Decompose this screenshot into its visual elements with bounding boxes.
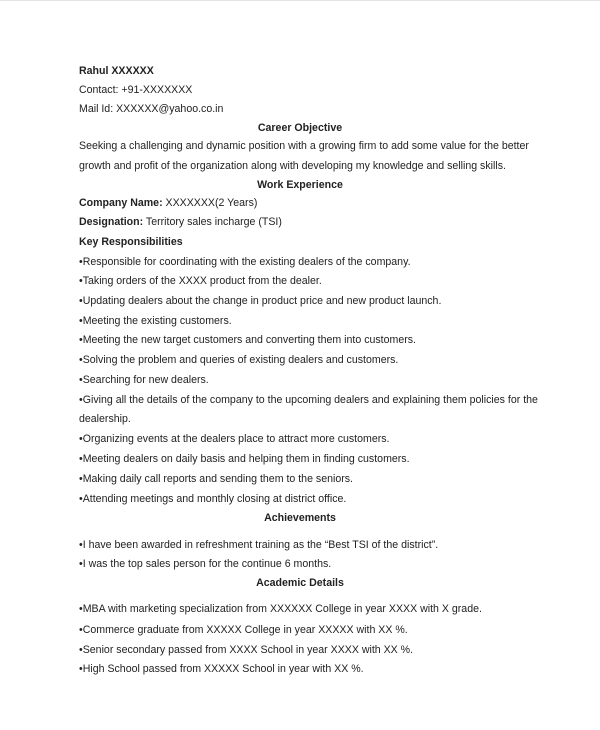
achievement-item	[79, 557, 331, 571]
achievement-text: I have been awarded in refreshment training as the “Best TSI of the district”.	[82, 539, 439, 551]
company-name-value: XXXXXXX(2 Years)	[162, 197, 258, 209]
academic-item	[79, 643, 413, 657]
designation-label: Designation:	[79, 216, 144, 228]
bullet-icon: •	[79, 453, 83, 465]
academic-text: MBA with marketing specialization from XXXXXX College in year XXXX with X grade.	[82, 603, 482, 615]
responsibility-item	[79, 432, 390, 446]
responsibility-text: Attending meetings and monthly closing at district office.	[82, 493, 347, 505]
designation-value: Territory sales incharge (TSI)	[143, 216, 282, 228]
bullet-icon: •	[79, 275, 83, 287]
bullet-icon: •	[79, 558, 83, 570]
responsibility-item	[79, 274, 322, 288]
responsibility-text: Making daily call reports and sending them to the seniors.	[82, 473, 354, 485]
responsibility-text: Giving all the details of the company to the upcoming dealers and explaining them policies for the	[82, 394, 538, 406]
page-top-rule	[0, 0, 600, 1]
responsibility-item	[79, 314, 232, 328]
achievement-item	[79, 538, 438, 552]
bullet-icon: •	[79, 256, 83, 268]
bullet-icon: •	[79, 433, 83, 445]
academic-text: Commerce graduate from XXXXX College in year XXXXX with XX %.	[82, 624, 408, 636]
responsibility-text: Meeting the new target customers and converting them into customers.	[82, 334, 416, 346]
bullet-icon: •	[79, 315, 83, 327]
academic-item	[79, 602, 482, 616]
bullet-icon: •	[79, 473, 83, 485]
academic-item	[79, 623, 408, 637]
bullet-icon: •	[79, 374, 83, 386]
responsibility-item	[79, 294, 441, 308]
bullet-icon: •	[79, 644, 83, 656]
responsibility-text: Solving the problem and queries of existing dealers and customers.	[82, 354, 399, 366]
career-objective-line-1: Seeking a challenging and dynamic position with a growing firm to add some value for the better	[79, 140, 529, 152]
designation-line	[79, 215, 282, 229]
responsibility-item	[79, 333, 416, 347]
responsibility-item	[79, 255, 411, 269]
bullet-icon: •	[79, 624, 83, 636]
responsibility-item	[79, 353, 398, 367]
responsibility-text: Responsible for coordinating with the existing dealers of the company.	[82, 256, 411, 268]
academic-text: Senior secondary passed from XXXX School in year XXXX with XX %.	[82, 644, 414, 656]
responsibility-item	[79, 472, 353, 486]
responsibility-item	[79, 373, 209, 387]
responsibility-text: Updating dealers about the change in product price and new product launch.	[82, 295, 442, 307]
bullet-icon: •	[79, 663, 83, 675]
academic-details-heading: Academic Details	[256, 577, 344, 589]
responsibility-continuation: dealership.	[79, 413, 131, 425]
achievements-heading: Achievements	[264, 512, 336, 524]
candidate-name: Rahul XXXXXX	[79, 65, 154, 77]
responsibility-text: Organizing events at the dealers place to attract more customers.	[82, 433, 390, 445]
bullet-icon: •	[79, 493, 83, 505]
responsibility-text: Taking orders of the XXXX product from the dealer.	[82, 275, 322, 287]
responsibility-text: Meeting the existing customers.	[82, 315, 232, 327]
responsibility-text: Meeting dealers on daily basis and helping them in finding customers.	[82, 453, 410, 465]
bullet-icon: •	[79, 295, 83, 307]
bullet-icon: •	[79, 394, 83, 406]
bullet-icon: •	[79, 354, 83, 366]
bullet-icon: •	[79, 603, 83, 615]
bullet-icon: •	[79, 334, 83, 346]
achievement-text: I was the top sales person for the continue 6 months.	[82, 558, 332, 570]
academic-text: High School passed from XXXXX School in year with XX %.	[82, 663, 364, 675]
responsibility-item	[79, 492, 346, 506]
responsibility-item	[79, 393, 538, 407]
mail-line: Mail Id: XXXXXX@yahoo.co.in	[79, 103, 224, 115]
academic-item	[79, 662, 364, 676]
company-name-line	[79, 196, 257, 210]
career-objective-line-2: growth and profit of the organization along with developing my knowledge and selling skills.	[79, 160, 506, 172]
company-name-label: Company Name:	[79, 197, 163, 209]
career-objective-heading: Career Objective	[257, 122, 343, 134]
bullet-icon: •	[79, 539, 83, 551]
responsibility-text: Searching for new dealers.	[82, 374, 209, 386]
work-experience-heading: Work Experience	[257, 179, 343, 191]
responsibility-item	[79, 452, 410, 466]
contact-line: Contact: +91-XXXXXXX	[79, 84, 193, 96]
key-responsibilities-heading: Key Responsibilities	[79, 236, 183, 248]
